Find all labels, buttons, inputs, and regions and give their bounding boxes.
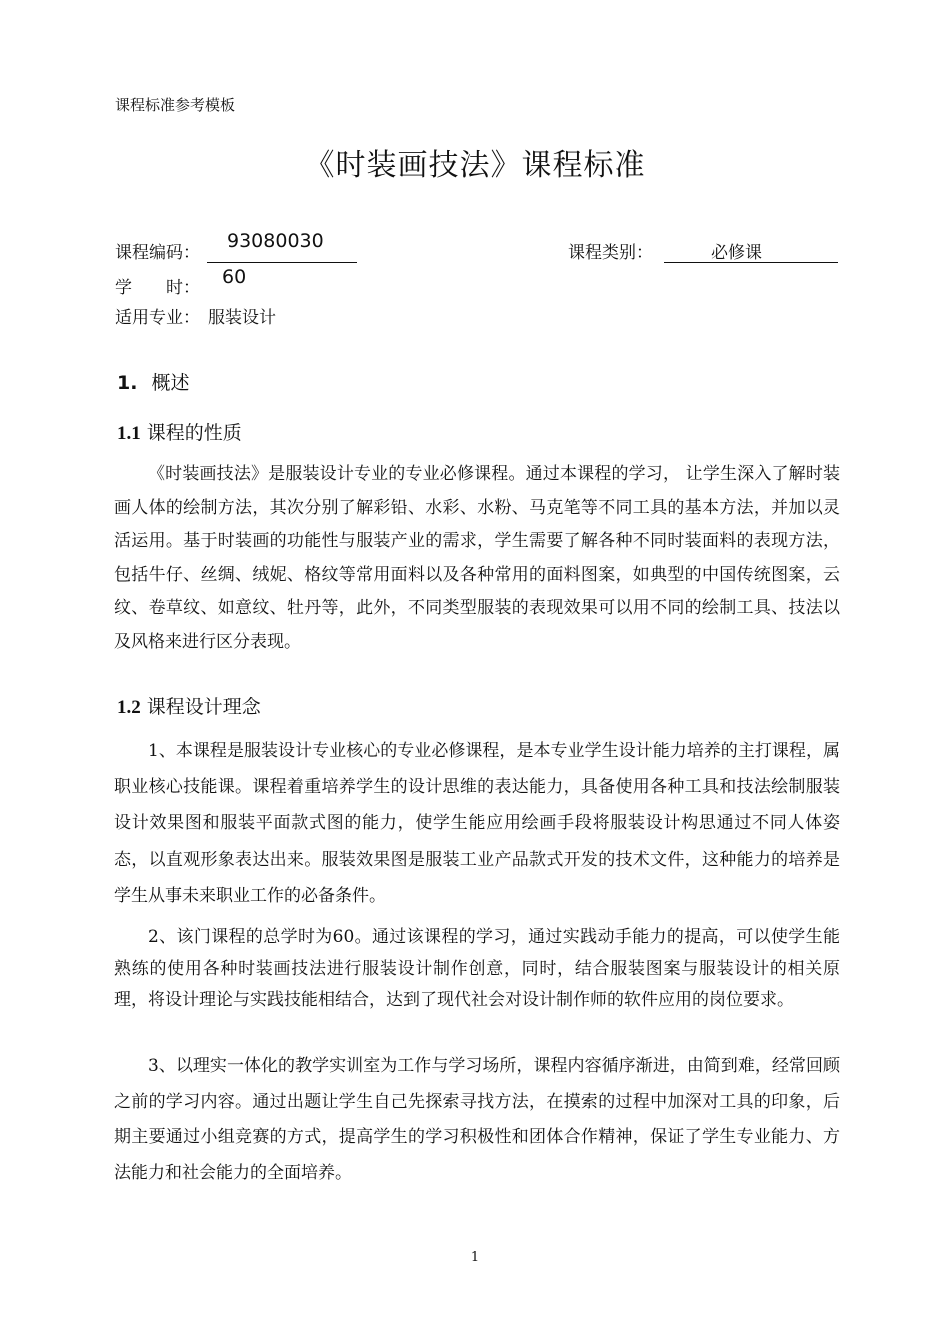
hours-value: 60 [222, 266, 247, 288]
section-1-1-title: 课程的性质 [146, 422, 242, 444]
major-value: 服装设计 [208, 308, 276, 328]
section-1-2-number: 1.2 [117, 697, 141, 718]
section-1-title: 概述 [151, 372, 190, 394]
section-1-1-paragraph: 《时装画技法》是服装设计专业的专业必修课程。通过本课程的学习， 让学生深入了解时装画人体的绘制方法，其次分别了解彩铅、水彩、水粉、马克笔等不同工具的基本方法，并加以灵活运用。基于时装画的功能性与服装产业的需求，学生需要了解各种不同时装面料的表现方法，包括牛仔、丝绸、绒妮、格纹等常用面料以及各种常用的面料图案，如典型的中国传统图案，云纹、卷草纹、如意纹、牡丹等，此外，不同类型服装的表现效果可以用不同的绘制工具、技法以及风格来进行区分表现。 [114, 464, 840, 652]
section-1-1-number: 1.1 [117, 423, 141, 444]
section-1-2-paragraph-3: 3、以理实一体化的教学实训室为工作与学习场所，课程内容循序渐进，由简到难，经常回顾之前的学习内容。通过出题让学生自己先探索寻找方法，在摸索的过程中加深对工具的印象，后期主要通过小组竞赛的方式，提高学生的学习积极性和团体合作精神，保证了学生专业能力、方法能力和社会能力的全面培养。 [114, 1056, 840, 1183]
document-header: 课程标准参考模板 [115, 96, 236, 114]
course-code-value: 93080030 [227, 230, 324, 252]
course-code-label: 课程编码： [115, 243, 200, 263]
course-type-underline [664, 238, 838, 263]
course-type-value: 必修课 [711, 243, 762, 263]
course-type-label: 课程类别： [568, 243, 653, 263]
major-label: 适用专业： [115, 308, 200, 328]
section-1-number: 1. [117, 372, 138, 394]
section-1-2-heading [117, 692, 261, 719]
section-1-2-title: 课程设计理念 [146, 696, 261, 718]
section-1-heading [117, 368, 190, 395]
section-1-2-paragraph-1: 1、本课程是服装设计专业核心的专业必修课程，是本专业学生设计能力培养的主打课程，属职业核心技能课。课程着重培养学生的设计思维的表达能力，具备使用各种工具和技法绘制服装设计效果图和服装平面款式图的能力，使学生能应用绘画手段将服装设计构思通过不同人体姿态，以直观形象表达出来。服装效果图是服装工业产品款式开发的技术文件，这种能力的培养是学生从事未来职业工作的必备条件。 [114, 741, 840, 906]
section-1-2-paragraph-2: 2、该门课程的总学时为60。通过该课程的学习，通过实践动手能力的提高，可以使学生能熟练的使用各种时装画技法进行服装设计制作创意，同时，结合服装图案与服装设计的相关原理，将设计理论与实践技能相结合，达到了现代社会对设计制作师的软件应用的岗位要求。 [114, 927, 840, 1010]
page-number: 1 [470, 1250, 480, 1265]
hours-label: 学 时： [115, 278, 200, 298]
course-code-underline [207, 232, 357, 263]
document-title: 《时装画技法》课程标准 [304, 148, 646, 183]
section-1-1-heading [117, 418, 242, 445]
